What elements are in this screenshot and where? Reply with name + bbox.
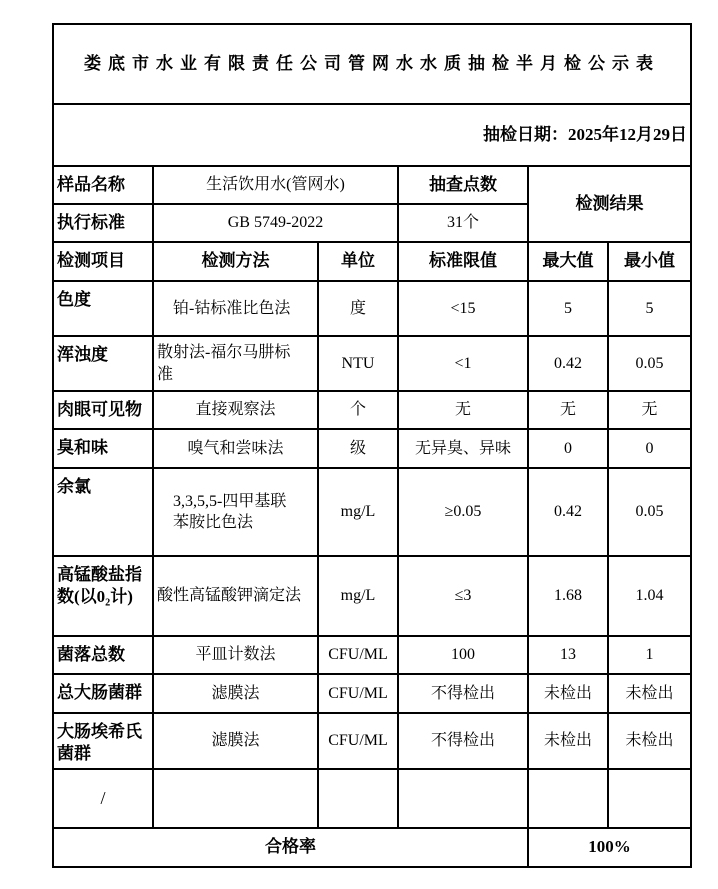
max-cell: 13 [528, 636, 608, 674]
item-cell: 肉眼可见物 [53, 391, 153, 429]
col-header-unit: 单位 [318, 242, 398, 281]
method-cell: 散射法-福尔马肼标准 [153, 336, 318, 391]
date-row [53, 104, 691, 166]
method-cell: 平皿计数法 [153, 636, 318, 674]
unit-cell: 个 [318, 391, 398, 429]
table-row [53, 556, 691, 636]
page-title: 娄底市水业有限责任公司管网水水质抽检半月检公示表 [53, 24, 691, 104]
standard-label: 执行标准 [53, 204, 153, 242]
item-cell: 余氯 [53, 468, 153, 556]
method-cell: 滤膜法 [153, 674, 318, 713]
item-cell: 色度 [53, 281, 153, 336]
method-cell: 直接观察法 [153, 391, 318, 429]
table-row [53, 674, 691, 713]
item-cell: / [53, 769, 153, 828]
limit-cell: 100 [398, 636, 528, 674]
table-row [53, 429, 691, 468]
limit-cell: 无异臭、异味 [398, 429, 528, 468]
limit-cell [398, 769, 528, 828]
limit-cell: <1 [398, 336, 528, 391]
min-cell: 5 [608, 281, 691, 336]
min-cell: 1.04 [608, 556, 691, 636]
unit-cell: mg/L [318, 468, 398, 556]
max-cell: 无 [528, 391, 608, 429]
item-cell: 臭和味 [53, 429, 153, 468]
water-quality-table [52, 23, 692, 868]
max-cell: 未检出 [528, 713, 608, 769]
table-row [53, 391, 691, 429]
method-cell: 酸性高锰酸钾滴定法 [153, 556, 318, 636]
unit-cell: 度 [318, 281, 398, 336]
min-cell: 0.05 [608, 336, 691, 391]
limit-cell: 不得检出 [398, 713, 528, 769]
limit-cell: ≤3 [398, 556, 528, 636]
table-row [53, 336, 691, 391]
min-cell: 未检出 [608, 674, 691, 713]
points-value: 31个 [398, 204, 528, 242]
unit-cell: CFU/ML [318, 636, 398, 674]
limit-cell: ≥0.05 [398, 468, 528, 556]
limit-cell: 不得检出 [398, 674, 528, 713]
limit-cell: <15 [398, 281, 528, 336]
inspection-date: 抽检日期：2025年12月29日 [53, 104, 691, 166]
table-row [53, 713, 691, 769]
unit-cell: mg/L [318, 556, 398, 636]
unit-cell: NTU [318, 336, 398, 391]
method-cell: 嗅气和尝味法 [153, 429, 318, 468]
col-header-min: 最小值 [608, 242, 691, 281]
method-cell: 滤膜法 [153, 713, 318, 769]
item-cell: 高锰酸盐指 数(以0₂计) [53, 556, 153, 636]
points-label: 抽查点数 [398, 166, 528, 204]
col-header-item: 检测项目 [53, 242, 153, 281]
result-header: 检测结果 [528, 166, 691, 242]
min-cell [608, 769, 691, 828]
title-row [53, 24, 691, 104]
item-cell: 浑浊度 [53, 336, 153, 391]
max-cell: 0.42 [528, 336, 608, 391]
min-cell: 1 [608, 636, 691, 674]
max-cell: 0 [528, 429, 608, 468]
min-cell: 0.05 [608, 468, 691, 556]
unit-cell: CFU/ML [318, 713, 398, 769]
sample-name-value: 生活饮用水(管网水) [153, 166, 398, 204]
table-row [53, 468, 691, 556]
item-cell: 菌落总数 [53, 636, 153, 674]
col-header-max: 最大值 [528, 242, 608, 281]
item-cell: 总大肠菌群 [53, 674, 153, 713]
standard-value: GB 5749-2022 [153, 204, 398, 242]
table-row [53, 636, 691, 674]
sample-info-row [53, 166, 691, 204]
item-cell: 大肠埃希氏 菌群 [53, 713, 153, 769]
max-cell: 0.42 [528, 468, 608, 556]
table-row [53, 281, 691, 336]
max-cell: 1.68 [528, 556, 608, 636]
max-cell: 5 [528, 281, 608, 336]
sample-name-label: 样品名称 [53, 166, 153, 204]
table-row [53, 769, 691, 828]
col-header-limit: 标准限值 [398, 242, 528, 281]
col-header-method: 检测方法 [153, 242, 318, 281]
pass-rate-label: 合格率 [53, 828, 528, 867]
min-cell: 未检出 [608, 713, 691, 769]
unit-cell: 级 [318, 429, 398, 468]
column-header-row [53, 242, 691, 281]
method-cell [153, 769, 318, 828]
max-cell: 未检出 [528, 674, 608, 713]
pass-rate-value: 100% [528, 828, 691, 867]
min-cell: 0 [608, 429, 691, 468]
limit-cell: 无 [398, 391, 528, 429]
min-cell: 无 [608, 391, 691, 429]
unit-cell [318, 769, 398, 828]
unit-cell: CFU/ML [318, 674, 398, 713]
method-cell: 3,3,5,5-四甲基联 苯胺比色法 [153, 468, 318, 556]
max-cell [528, 769, 608, 828]
method-cell: 铂-钴标准比色法 [153, 281, 318, 336]
pass-rate-row [53, 828, 691, 867]
